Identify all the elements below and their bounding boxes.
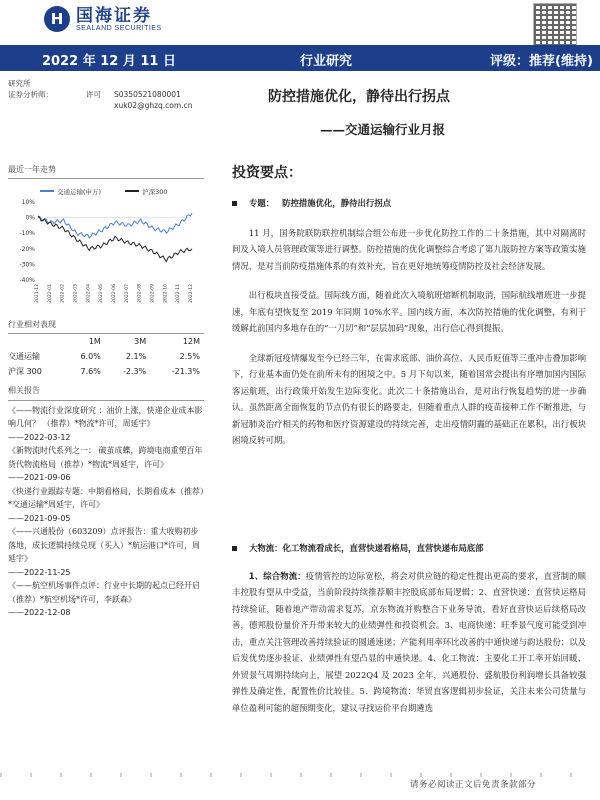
analyst-info [8,78,192,111]
analyst-label: 证券分析师： [8,90,53,99]
topic-section [232,195,586,449]
legend-label: 交通运输(申万) [57,187,102,196]
table-cell: 6.0% [80,352,101,361]
logo-icon: H [44,6,70,32]
x-tick-label: 2022-08 [137,284,143,303]
report-item[interactable] [8,444,204,471]
topic-label: 专题： [249,198,275,208]
table-cell: 沪深 300 [8,367,42,376]
performance-table [8,334,204,379]
x-tick-label: 2022-06 [112,284,117,303]
table-cell: 2.5% [179,352,200,361]
table-header-cell: 12M [182,337,200,346]
logo-name-en: SEALAND SECURITIES [76,24,162,32]
table-header-row [8,334,204,349]
legend-label: 沪深300 [142,187,168,196]
report-category: 行业研究 [300,54,353,69]
report-date-item: ——2022-12-08 [8,608,71,617]
report-title[interactable]: 《——物流行业深度研究 ：油价上涨，快递企业成本影响几何？ （推荐）*物流*许可，周延宇》 [8,405,203,428]
x-tick-label: 2022-01 [47,284,53,303]
qr-code-icon [533,3,577,47]
trend-chart [8,180,204,305]
trend-chart-svg [8,180,204,305]
report-date: 2022 年 12 月 11 日 [42,54,176,69]
reports-heading: 相关报告 [8,384,204,401]
x-tick-label: 2022-02 [60,284,66,303]
table-row [8,349,204,364]
paragraph: 11 月，国务院联防联控机制综合组公布进一步优化防控工作的二十条措施，其中对隔离时间及入境人员管理政策等进行调整。防控措施的优化调整综合考虑了第九版防控方案等政策实施情况，是对当前防疫措施体系的有效补充，旨在更好地统筹疫情防控及社会经济发展。 [232,227,586,271]
header-bar [0,45,600,71]
license-number: S0350521080001 [114,90,181,99]
logo-name-cn: 国海证券 [76,5,152,26]
report-title[interactable]: 《——航空机场事件点评：行业中长期的起点已经开启（推荐）*航空机场*许可，李跃森》 [8,581,200,604]
report-date-item: ——2022-03-12 [8,432,71,442]
report-item[interactable] [8,485,204,512]
page-subtitle: ——交通运输行业月报 [320,122,446,137]
x-tick-label: 2022-04 [86,284,92,303]
x-tick-label: 2022-11 [176,284,182,303]
x-tick-label: 2022-05 [99,284,105,303]
logistics-section [232,540,586,716]
footer-disclaimer: 请务必阅读正文后免责条款部分 [410,780,537,790]
paragraph-lead: 1、综合物流： [248,570,306,581]
y-tick-label: 10% [21,199,35,206]
paragraph [232,568,586,717]
trend-heading: 最近一年走势 [8,163,204,179]
report-item[interactable] [8,525,204,566]
trend-heading-wrap [8,163,204,179]
performance-section [8,318,204,379]
table-row [8,364,204,379]
y-tick-label: -40% [19,277,35,284]
institute-label: 研究所 [8,79,31,88]
y-tick-label: -30% [19,261,35,269]
table-cell: 2.1% [125,352,147,361]
page-title: 防控措施优化，静待出行拐点 [268,89,450,105]
topic-heading [232,195,586,212]
analyst-email[interactable]: xuk02@ghzq.com.cn [114,101,193,110]
license-label: 许可 [86,90,101,99]
bullet-icon [232,546,237,551]
performance-heading: 行业相对表现 [8,318,204,334]
paragraph-body: 疫情管控的边际宽松，将会对供应链的稳定性提出更高的要求，直营制的顺丰控股有望从中受益，当前阶段持续推荐顺丰控股底部布局逻辑；2、直营快递：直营快运格局持续验证，随着地产带动需求复苏，京东物流并购整合下业务导流，看好直营快运后续格局改善，德邦股份量价齐升带来较大的业绩弹性和投资机会。3、电商快递：旺季景气度可能受到冲击，重点关注管理改善持续验证的圆通速递；产能利用率环比改善的中通快递与韵达股份；以及后发优势逐步验证、业绩弹性有望凸显的申通快递。4、化工物流：主要化工开工率开始回暖、外贸景气周期持续向上，展望 2022Q4 及 2023 全年，兴通股份、盛航股份利润增长具备较强弹性及确定性，配置性价比较佳。5、跨境物流：华贸直客逻辑初步验证，关注未来公司货量与单位盈利可能的超预期变化，建议寻找运价平台期遴选 [232,570,587,713]
logistics-heading [232,540,586,557]
series-line [38,213,192,238]
x-tick-label: 2022-12 [189,284,194,303]
company-logo [44,6,162,32]
report-date-item: ——2022-11-25 [8,567,71,577]
table-cell: 交通运输 [8,352,40,361]
y-tick-label: 0% [25,214,35,222]
invest-heading: 投资要点： [232,165,302,181]
x-tick-label: 2022-09 [150,284,156,303]
report-item[interactable] [8,404,204,431]
x-tick-label: 2022-03 [73,284,79,303]
y-tick-label: -10% [19,230,35,238]
footer-decoration [0,773,600,777]
report-title[interactable]: 《新物流时代系列之一： 破茧成蝶，跨境电商重塑百年货代物流格局（推荐）*物流*周延宇，许可》 [8,446,203,469]
report-item[interactable] [8,579,204,606]
table-header-cell: 3M [134,337,147,346]
x-tick-label: 2022-07 [124,284,130,303]
report-title[interactable]: 《快递行业跟踪专题：中期看格局，长期看成本（推荐）*交通运输*周延宇，许可》 [8,486,204,509]
y-tick-label: -20% [19,245,35,253]
table-cell: 7.6% [80,367,101,376]
related-reports [8,384,204,620]
report-title[interactable]: 《——兴通股份（603209）点评报告：重大收购初步落地，成长逻辑持续兑现（买入）*航运港口*许可，周延宇》 [8,527,200,563]
bullet-icon [232,201,237,206]
topic-title: 防控措施优化，静待出行拐点 [282,198,391,208]
logistics-label: 大物流： [249,543,283,553]
report-date-item: ——2021-09-05 [8,513,71,523]
report-date-item: ——2021-09-06 [8,473,71,482]
table-cell: -2.3% [122,367,147,376]
x-tick-label: 2021-12 [35,284,40,303]
report-rating: 评级：推荐(维持) [490,54,593,69]
table-cell: -21.3% [171,367,200,376]
paragraph: 全球新冠疫情爆发至今已经三年，在需求底部、油价高位、人民币贬值等三重冲击叠加影响下，行业基本面仍处在前所未有的困境之中。5 月下旬以来，随着国常会提出有序增加国内国际客运航班，出行政策开始发生边际变化。此次二十条措施出台，是对出行恢复趋势的进一步确认。虽然距离全面恢复的节点仍有很长的路要走，但随着重点人群的疫苗接种工作不断推进，与新冠肺炎治疗相关的药物和医疗资源建设的持续完善，走出疫情阴霾的基础正在累积，出行板块困境反转可期。 [232,352,586,445]
table-header-cell [8,334,64,349]
paragraph: 出行板块直接受益。国际线方面，随着此次入境航班熔断机制取消，国际航线增班进一步提速，年底有望恢复至 2019 年同期 10%水平。国内线方面，本次防控措施的优化调整，有利于缓解此前国内多地存在的“一刀切”和“层层加码”现象，出行信心得到提振。 [232,290,586,333]
table-header-cell: 1M [88,337,101,346]
logistics-title: 化工物流看成长，直营快递看格局，直营快递布局底部 [282,543,484,553]
x-tick-label: 2022-10 [163,284,169,303]
